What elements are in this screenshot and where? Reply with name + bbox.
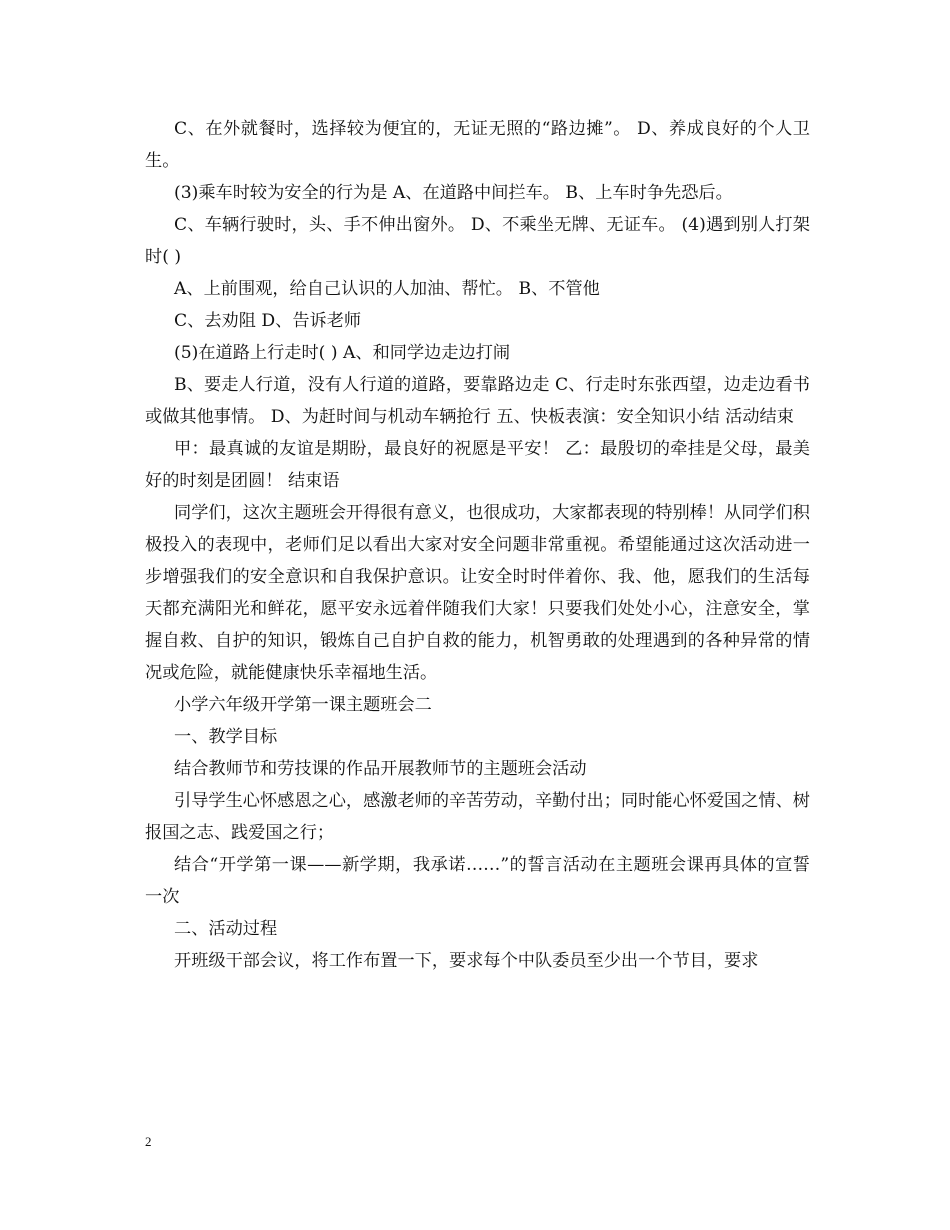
document-body bbox=[145, 113, 810, 977]
paragraph-1: C、在外就餐时，选择较为便宜的，无证无照的“路边摊”。 D、养成良好的个人卫生。 bbox=[145, 119, 810, 171]
paragraph-6: (5)在道路上行走时( ) A、和同学边走边打闹 bbox=[174, 343, 511, 363]
paragraph-8: 甲：最真诚的友谊是期盼，最良好的祝愿是平安！ 乙：最殷切的牵挂是父母，最美好的时刻是团圆！ 结束语 bbox=[145, 439, 810, 491]
paragraph-9: 同学们，这次主题班会开得很有意义，也很成功，大家都表现的特别棒！从同学们积极投入的表现中，老师们足以看出大家对安全问题非常重视。希望能通过这次活动进一步增强我们的安全意识和自我保护意识。让安全时时伴着你、我、他，愿我们的生活每天都充满阳光和鲜花，愿平安永远着伴随我们大家！只要我们处处小心，注意安全，掌握自救、自护的知识，锻炼自己自护自救的能力，机智勇敢的处理遇到的各种异常的情况或危险，就能健康快乐幸福地生活。 bbox=[145, 503, 810, 683]
section-title: 小学六年级开学第一课主题班会二 bbox=[174, 695, 432, 715]
paragraph-5: C、去劝阻 D、告诉老师 bbox=[174, 311, 362, 331]
paragraph-2: (3)乘车时较为安全的行为是 A、在道路中间拦车。 B、上车时争先恐后。 bbox=[174, 183, 733, 203]
paragraph-13: 引导学生心怀感恩之心，感激老师的辛苦劳动，辛勤付出；同时能心怀爱国之情、树报国之志、践爱国之行； bbox=[145, 791, 810, 843]
paragraph-14: 结合“开学第一课——新学期，我承诺……”的誓言活动在主题班会课再具体的宣誓一次 bbox=[145, 855, 810, 907]
heading-teaching-goals: 一、教学目标 bbox=[174, 727, 278, 747]
heading-activity-process: 二、活动过程 bbox=[174, 919, 278, 939]
paragraph-16: 开班级干部会议，将工作布置一下，要求每个中队委员至少出一个节目，要求 bbox=[174, 951, 759, 971]
page-number: 2 bbox=[145, 1134, 152, 1149]
paragraph-3: C、车辆行驶时，头、手不伸出窗外。 D、不乘坐无牌、无证车。 (4)遇到别人打架时( ) bbox=[145, 215, 810, 267]
paragraph-7: B、要走人行道，没有人行道的道路，要靠路边走 C、行走时东张西望，边走边看书或做其他事情。 D、为赶时间与机动车辆抢行 五、快板表演：安全知识小结 活动结束 bbox=[145, 375, 810, 427]
paragraph-12: 结合教师节和劳技课的作品开展教师节的主题班会活动 bbox=[174, 759, 587, 779]
paragraph-4: A、上前围观，给自己认识的人加油、帮忙。 B、不管他 bbox=[174, 279, 600, 299]
